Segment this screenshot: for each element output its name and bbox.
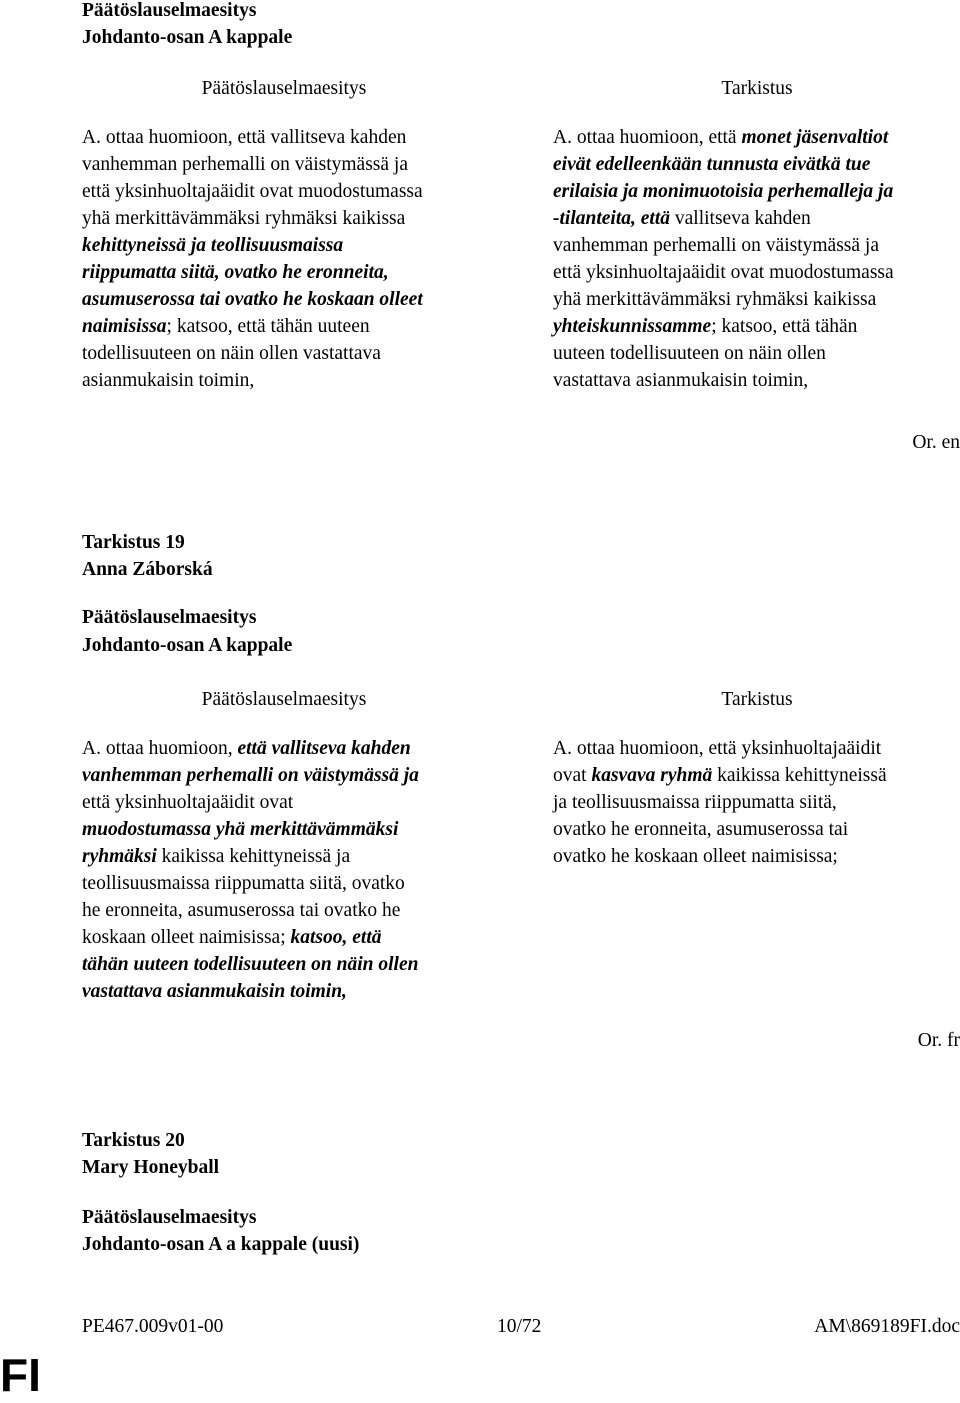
emphasized-text: tähän uuteen todellisuuteen on näin ollen <box>82 954 419 975</box>
text-segment: A. ottaa huomioon, että yksinhuoltajaäidit <box>553 738 882 759</box>
text-line <box>553 205 894 232</box>
text-line <box>82 735 419 762</box>
original-text-column <box>82 735 419 1005</box>
text-segment: ; katsoo, että tähän <box>711 316 858 337</box>
footer-page-number: 10/72 <box>497 1316 542 1337</box>
text-line <box>553 735 887 762</box>
text-segment: ovatko he koskaan olleet naimisissa; <box>553 846 838 867</box>
text-line <box>553 789 887 816</box>
text-line <box>82 978 419 1005</box>
original-language: Or. en <box>912 432 960 453</box>
right-column-title: Tarkistus <box>721 689 793 710</box>
text-line <box>82 789 419 816</box>
text-line <box>82 259 423 286</box>
text-line <box>82 897 419 924</box>
section-header-line2: Johdanto-osan A a kappale (uusi) <box>82 1234 360 1255</box>
text-line <box>82 178 423 205</box>
text-line <box>82 313 423 340</box>
amendment-number: Tarkistus 19 <box>82 532 185 553</box>
text-line <box>82 286 423 313</box>
text-line <box>553 124 894 151</box>
text-segment: teollisuusmaissa riippumatta siitä, ovatko <box>82 873 405 894</box>
text-line <box>82 124 423 151</box>
text-segment: että yksinhuoltajaäidit ovat muodostumassa <box>553 262 894 283</box>
left-column-title: Päätöslauselmaesitys <box>201 78 367 99</box>
text-segment: kaikissa kehittyneissä <box>712 765 887 786</box>
amendment-author: Anna Záborská <box>82 559 213 580</box>
text-line <box>82 951 419 978</box>
text-segment: he eronneita, asumuserossa tai ovatko he <box>82 900 401 921</box>
language-code: FI <box>0 1349 41 1401</box>
amended-text-column <box>553 735 887 870</box>
text-line <box>82 232 423 259</box>
text-segment: vanhemman perhemalli on väistymässä ja <box>553 235 879 256</box>
text-segment: ovatko he eronneita, asumuserossa tai <box>553 819 849 840</box>
text-segment: ja teollisuusmaissa riippumatta siitä, <box>553 792 837 813</box>
emphasized-text: monet jäsenvaltiot <box>741 127 889 148</box>
emphasized-text: -tilanteita, että <box>553 208 675 229</box>
text-segment: A. ottaa huomioon, että vallitseva kahden <box>82 127 407 148</box>
text-line <box>553 232 894 259</box>
footer-file-name: AM\869189FI.doc <box>814 1316 960 1337</box>
left-column-title: Päätöslauselmaesitys <box>201 689 367 710</box>
text-segment: asianmukaisin toimin, <box>82 370 255 391</box>
emphasized-text: asumuserossa tai ovatko he koskaan olleet <box>82 289 423 310</box>
emphasized-text: kehittyneissä ja teollisuusmaissa <box>82 235 344 256</box>
text-segment: A. ottaa huomioon, että <box>553 127 742 148</box>
text-segment: että yksinhuoltajaäidit ovat <box>82 792 294 813</box>
text-line <box>553 259 894 286</box>
section-header-line1: Päätöslauselmaesitys <box>82 0 257 21</box>
emphasized-text: yhteiskunnissamme <box>553 316 712 337</box>
text-line <box>553 178 894 205</box>
emphasized-text: katsoo, että <box>290 927 382 948</box>
text-line <box>553 816 887 843</box>
emphasized-text: muodostumassa yhä merkittävämmäksi <box>82 819 399 840</box>
text-line <box>82 816 419 843</box>
text-segment: ; katsoo, että tähän uuteen <box>166 316 370 337</box>
text-line <box>82 870 419 897</box>
emphasized-text: naimisissa <box>82 316 167 337</box>
section-header-line1: Päätöslauselmaesitys <box>82 1207 257 1228</box>
section-header-line2: Johdanto-osan A kappale <box>82 27 293 48</box>
emphasized-text: että vallitseva kahden <box>237 738 411 759</box>
text-segment: vanhemman perhemalli on väistymässä ja <box>82 154 408 175</box>
text-line <box>553 367 894 394</box>
amendment-author: Mary Honeyball <box>82 1157 220 1178</box>
emphasized-text: erilaisia ja monimuotoisia perhemalleja ja <box>553 181 894 202</box>
text-line <box>553 843 887 870</box>
text-segment: uuteen todellisuuteen on näin ollen <box>553 343 826 364</box>
text-segment: A. ottaa huomioon, <box>82 738 238 759</box>
amended-text-column <box>553 124 894 394</box>
text-line <box>553 762 887 789</box>
text-line <box>82 924 419 951</box>
text-line <box>82 205 423 232</box>
text-line <box>553 340 894 367</box>
footer-document-reference: PE467.009v01-00 <box>82 1316 224 1337</box>
text-segment: vallitseva kahden <box>674 208 811 229</box>
emphasized-text: eivät edelleenkään tunnusta eivätkä tue <box>553 154 871 175</box>
amendment-number: Tarkistus 20 <box>82 1130 185 1151</box>
original-text-column <box>82 124 423 394</box>
text-segment: että yksinhuoltajaäidit ovat muodostumassa <box>82 181 423 202</box>
text-segment: koskaan olleet naimisissa; <box>82 927 291 948</box>
emphasized-text: kasvava ryhmä <box>591 765 713 786</box>
text-line <box>553 286 894 313</box>
text-line <box>82 151 423 178</box>
text-line <box>553 313 894 340</box>
emphasized-text: vastattava asianmukaisin toimin, <box>82 981 347 1002</box>
text-line <box>82 367 423 394</box>
emphasized-text: vanhemman perhemalli on väistymässä ja <box>82 765 419 786</box>
emphasized-text: riippumatta siitä, ovatko he eronneita, <box>82 262 389 283</box>
text-line <box>82 340 423 367</box>
text-line <box>82 843 419 870</box>
section-header-line1: Päätöslauselmaesitys <box>82 607 257 628</box>
text-line <box>82 762 419 789</box>
text-segment: yhä merkittävämmäksi ryhmäksi kaikissa <box>553 289 877 310</box>
emphasized-text: ryhmäksi <box>82 846 157 867</box>
text-segment: vastattava asianmukaisin toimin, <box>553 370 809 391</box>
section-header-line2: Johdanto-osan A kappale <box>82 635 293 656</box>
text-segment: yhä merkittävämmäksi ryhmäksi kaikissa <box>82 208 406 229</box>
right-column-title: Tarkistus <box>721 78 793 99</box>
text-segment: todellisuuteen on näin ollen vastattava <box>82 343 381 364</box>
original-language: Or. fr <box>917 1030 960 1051</box>
text-segment: ovat <box>553 765 592 786</box>
text-segment: kaikissa kehittyneissä ja <box>156 846 351 867</box>
text-line <box>553 151 894 178</box>
